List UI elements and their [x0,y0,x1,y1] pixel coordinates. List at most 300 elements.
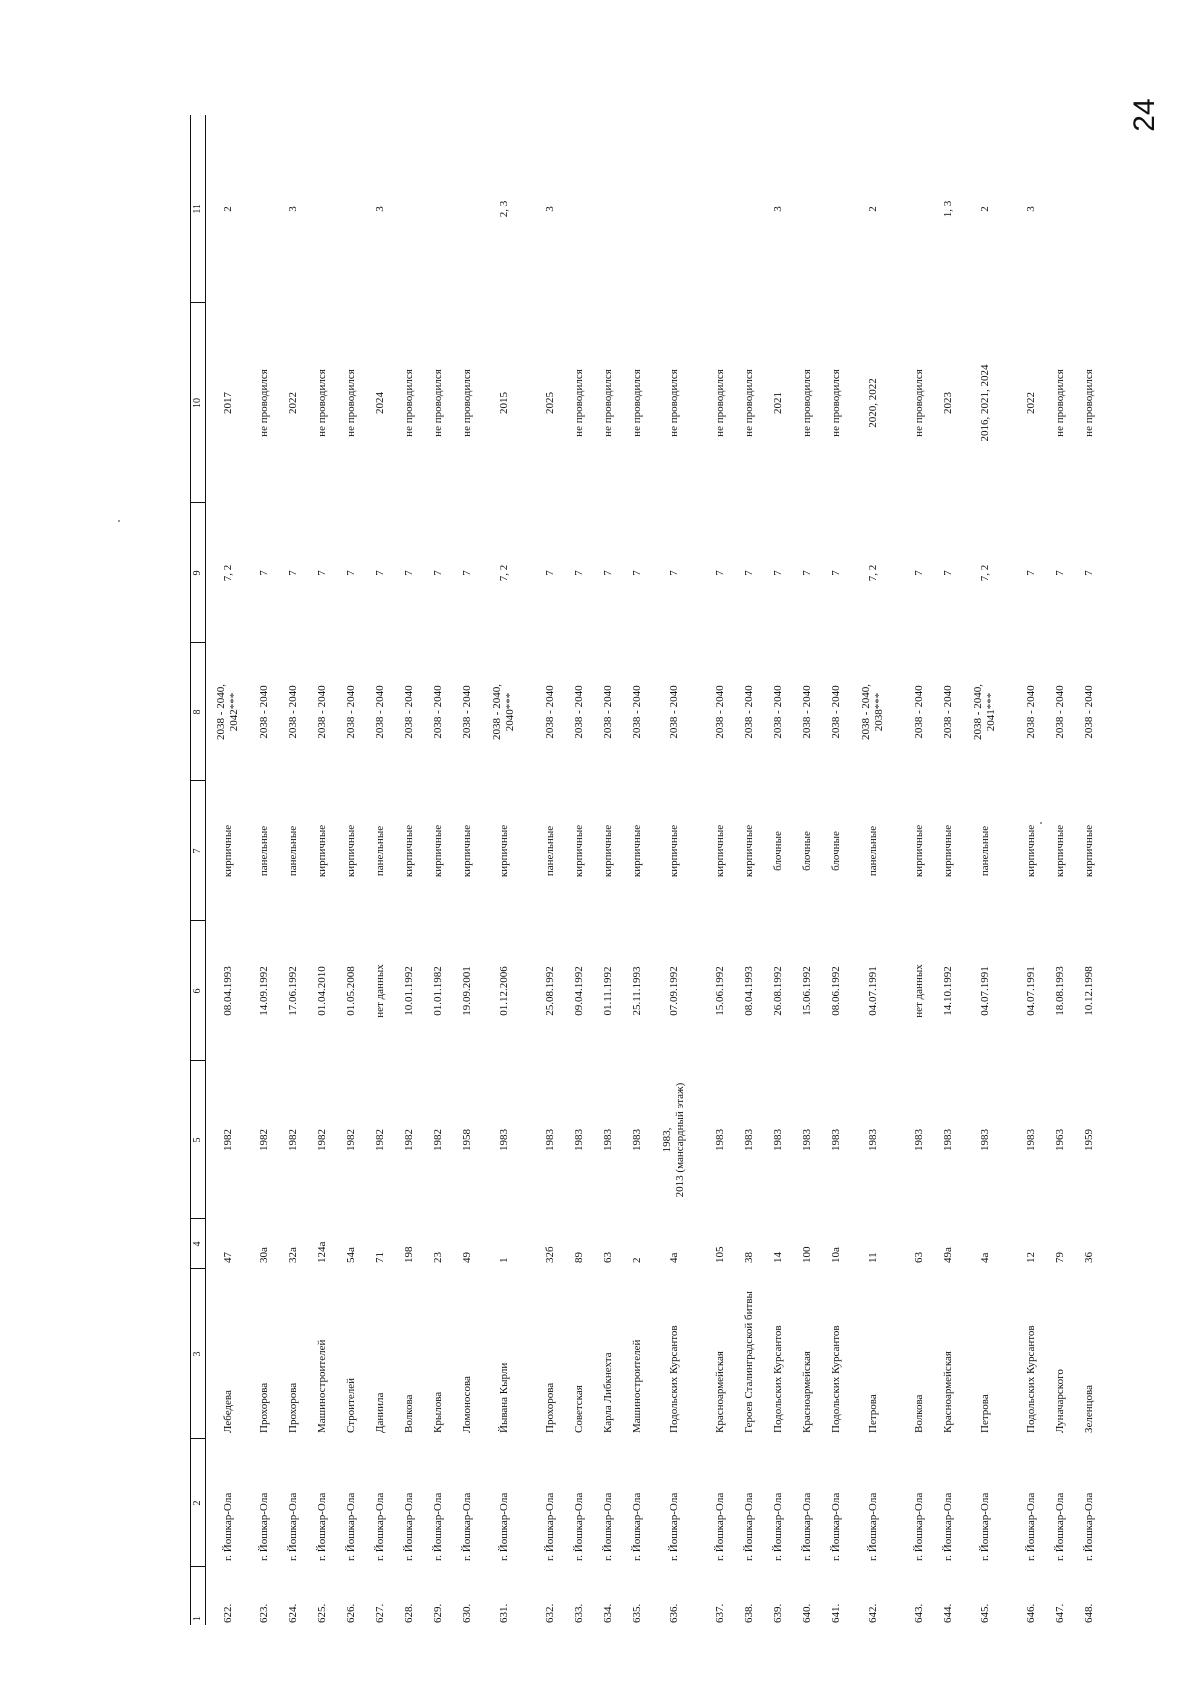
city-cell: г. Йошкар-Ола [631,1492,644,1561]
wall-material-cell: панельные [978,825,991,877]
note-cell [308,115,337,303]
table-row [424,115,453,1625]
table-row [822,115,851,1625]
note-cell [453,115,482,303]
house-number-cell: 23 [432,1252,445,1263]
last-repair-cell: 2022 [287,392,300,414]
note-cell: 3 [544,206,557,212]
build-year-cell: 1959 [1083,1129,1096,1151]
table-row [366,115,395,1625]
house-number-cell: 47 [221,1252,234,1263]
note-cell [905,115,934,303]
build-year-cell: 1982 [258,1129,271,1151]
wall-material-cell: кирпичные [221,824,234,878]
street-cell: Луначарского [1054,1369,1067,1433]
wall-material-cell: панельные [544,825,557,877]
table-body [206,115,1105,1625]
city-cell: г. Йошкар-Ола [667,1492,680,1561]
build-year-cell: 1963 [1054,1129,1067,1151]
wall-material-cell: кирпичные [1025,824,1038,878]
last-repair-cell: не проводился [461,369,474,437]
planned-period-cell: 2038 - 2040 [830,685,843,739]
wall-material-cell: блочные [801,831,814,871]
planned-period-cell: 2038 - 2040, 2041*** [972,684,997,740]
wall-material-cell: кирпичные [432,824,445,878]
note-cell [623,115,652,303]
work-code-cell: 7 [1083,570,1096,576]
last-repair-cell: не проводился [743,369,756,437]
row-number: 641. [830,1603,843,1623]
street-cell: Машиностроителей [631,1339,644,1433]
note-cell [395,115,424,303]
work-code-cell: 7 [316,570,329,576]
row-number: 626. [345,1603,358,1623]
build-year-cell: 1983 [772,1129,785,1151]
column-number-header [191,115,206,1625]
wall-material-cell: панельные [866,825,879,877]
wall-material-cell: кирпичные [316,824,329,878]
note-cell: 3 [1025,206,1038,212]
scan-speck [118,520,120,522]
column-number-2: 2 [191,1439,206,1567]
table-row [963,115,1007,1625]
note-cell: 3 [374,206,387,212]
column-number-1: 1 [191,1567,206,1625]
wall-material-cell: кирпичные [667,824,680,878]
column-number-7: 7 [191,781,206,921]
date-cell: 08.04.1993 [743,966,756,1016]
note-cell: 2 [221,206,234,212]
row-number: 647. [1054,1603,1067,1623]
city-cell: г. Йошкар-Ола [942,1492,955,1561]
work-code-cell: 7 [743,570,756,576]
last-repair-cell: 2021 [772,392,785,414]
date-cell: 09.04.1992 [573,966,586,1016]
column-number-11: 11 [191,115,206,303]
city-cell: г. Йошкар-Ола [316,1492,329,1561]
date-cell: 15.06.1992 [714,966,727,1016]
work-code-cell: 7 [573,570,586,576]
row-number: 623. [258,1603,271,1623]
street-cell: Прохорова [258,1382,271,1433]
planned-period-cell: 2038 - 2040 [667,685,680,739]
work-code-cell: 7 [913,570,926,576]
table-row [482,115,526,1625]
planned-period-cell: 2038 - 2040 [573,685,586,739]
wall-material-cell: кирпичные [1083,824,1096,878]
group-gap [895,115,905,1625]
table-row [395,115,424,1625]
column-number-8: 8 [191,643,206,781]
row-number: 646. [1025,1603,1038,1623]
wall-material-cell: кирпичные [714,824,727,878]
note-cell [250,115,279,303]
city-cell: г. Йошкар-Ола [345,1492,358,1561]
city-cell: г. Йошкар-Ола [743,1492,756,1561]
row-number: 643. [913,1603,926,1623]
work-code-cell: 7 [1025,570,1038,576]
house-number-cell: 63 [913,1252,926,1263]
planned-period-cell: 2038 - 2040 [374,685,387,739]
date-cell: 01.04.2010 [316,966,329,1016]
house-number-cell: 71 [374,1252,387,1263]
planned-period-cell: 2038 - 2040 [461,685,474,739]
date-cell: 08.04.1993 [221,966,234,1016]
work-code-cell: 7 [258,570,271,576]
table-row [851,115,895,1625]
house-number-cell: 36 [1083,1252,1096,1263]
build-year-cell: 1983 [497,1129,510,1151]
planned-period-cell: 2038 - 2040 [316,685,329,739]
last-repair-cell: не проводился [602,369,615,437]
last-repair-cell: не проводился [345,369,358,437]
house-number-cell: 89 [573,1252,586,1263]
city-cell: г. Йошкар-Ола [497,1492,510,1561]
street-cell: Подольских Курсантов [830,1325,843,1433]
street-cell: Волкова [913,1394,926,1433]
build-year-cell: 1982 [403,1129,416,1151]
date-cell: 17.06.1992 [287,966,300,1016]
group-gap [696,115,706,1625]
house-number-cell: 49а [942,1247,955,1263]
table-row [706,115,735,1625]
build-year-cell: 1982 [374,1129,387,1151]
note-cell: 1, 3 [942,200,955,218]
build-year-cell: 1983 [544,1129,557,1151]
date-cell: 01.12.2006 [497,966,510,1016]
city-cell: г. Йошкар-Ола [866,1492,879,1561]
street-cell: Прохорова [287,1382,300,1433]
city-cell: г. Йошкар-Ола [1054,1492,1067,1561]
planned-period-cell: 2038 - 2040 [602,685,615,739]
build-year-cell: 1983 [978,1129,991,1151]
city-cell: г. Йошкар-Ола [221,1492,234,1561]
note-cell [594,115,623,303]
table-row [337,115,366,1625]
build-year-cell: 1982 [316,1129,329,1151]
wall-material-cell: панельные [258,825,271,877]
street-cell: Даниила [374,1392,387,1433]
date-cell: 07.09.1992 [667,966,680,1016]
build-year-cell: 1983 [866,1129,879,1151]
build-year-cell: 1983 [743,1129,756,1151]
work-code-cell: 7 [631,570,644,576]
last-repair-cell: не проводился [830,369,843,437]
date-cell: 04.07.1991 [978,966,991,1016]
wall-material-cell: кирпичные [743,824,756,878]
note-cell [1046,115,1075,303]
last-repair-cell: 2023 [942,392,955,414]
city-cell: г. Йошкар-Ола [432,1492,445,1561]
street-cell: Зеленцова [1083,1385,1096,1433]
city-cell: г. Йошкар-Ола [602,1492,615,1561]
build-year-cell: 1983 [1025,1129,1038,1151]
street-cell: Подольских Курсантов [772,1325,785,1433]
table-row [623,115,652,1625]
planned-period-cell: 2038 - 2040 [1083,685,1096,739]
build-year-cell: 1983 [714,1129,727,1151]
date-cell: 18.08.1993 [1054,966,1067,1016]
house-number-cell: 2 [631,1257,644,1263]
last-repair-cell: не проводился [1054,369,1067,437]
table-row [905,115,934,1625]
house-number-cell: 10а [830,1247,843,1263]
table-row [250,115,279,1625]
row-number: 644. [942,1603,955,1623]
last-repair-cell: 2025 [544,392,557,414]
house-number-cell: 79 [1054,1252,1067,1263]
wall-material-cell: кирпичные [345,824,358,878]
wall-material-cell: кирпичные [1054,824,1067,878]
column-number-5: 5 [191,1061,206,1219]
table-row [1046,115,1075,1625]
column-number-6: 6 [191,921,206,1061]
build-year-cell: 1983 [913,1129,926,1151]
house-number-cell: 63 [602,1252,615,1263]
last-repair-cell: 2020, 2022 [866,378,879,428]
build-year-cell: 1983, 2013 (мансардный этаж) [661,1082,686,1198]
house-number-cell: 198 [403,1246,416,1263]
date-cell: 14.09.1992 [258,966,271,1016]
last-repair-cell: 2015 [497,392,510,414]
last-repair-cell: не проводился [1083,369,1096,437]
street-cell: Ломоносова [461,1376,474,1433]
street-cell: Крылова [432,1391,445,1433]
note-cell [706,115,735,303]
work-code-cell: 7 [461,570,474,576]
table-row [1017,115,1046,1625]
last-repair-cell: не проводился [801,369,814,437]
row-number: 642. [866,1603,879,1623]
street-cell: Героев Сталинградской битвы [743,1291,756,1433]
column-number-9: 9 [191,503,206,643]
row-number: 633. [573,1603,586,1623]
note-cell [652,115,696,303]
planned-period-cell: 2038 - 2040 [743,685,756,739]
house-number-cell: 38 [743,1252,756,1263]
table-row [206,115,251,1625]
street-cell: Петрова [866,1394,879,1433]
planned-period-cell: 2038 - 2040 [913,685,926,739]
date-cell: 10.12.1998 [1083,966,1096,1016]
planned-period-cell: 2038 - 2040 [801,685,814,739]
street-cell: Строителей [345,1378,358,1433]
last-repair-cell: не проводился [714,369,727,437]
table-row [934,115,963,1625]
wall-material-cell: кирпичные [461,824,474,878]
date-cell: 10.01.1992 [403,966,416,1016]
date-cell: 15.06.1992 [801,966,814,1016]
house-number-cell: 30а [258,1247,271,1263]
street-cell: Лебедева [221,1390,234,1433]
build-year-cell: 1982 [345,1129,358,1151]
planned-period-cell: 2038 - 2040 [544,685,557,739]
date-cell: 25.11.1993 [631,966,644,1016]
build-year-cell: 1983 [830,1129,843,1151]
street-cell: Прохорова [544,1382,557,1433]
note-cell [793,115,822,303]
house-number-cell: 49 [461,1252,474,1263]
row-number: 638. [743,1603,756,1623]
city-cell: г. Йошкар-Ола [801,1492,814,1561]
build-year-cell: 1983 [573,1129,586,1151]
date-cell: 04.07.1991 [866,966,879,1016]
row-number: 640. [801,1603,814,1623]
table-row [536,115,565,1625]
city-cell: г. Йошкар-Ола [714,1492,727,1561]
date-cell: 26.08.1992 [772,966,785,1016]
build-year-cell: 1983 [602,1129,615,1151]
city-cell: г. Йошкар-Ола [1083,1492,1096,1561]
wall-material-cell: кирпичные [573,824,586,878]
page-number: 24 [1128,98,1161,132]
row-number: 635. [631,1603,644,1623]
work-code-cell: 7 [544,570,557,576]
planned-period-cell: 2038 - 2040 [772,685,785,739]
date-cell: 14.10.1992 [942,966,955,1016]
city-cell: г. Йошкар-Ола [573,1492,586,1561]
last-repair-cell: не проводился [913,369,926,437]
wall-material-cell: панельные [287,825,300,877]
last-repair-cell: 2016, 2021, 2024 [978,364,991,442]
table-row [565,115,594,1625]
wall-material-cell: кирпичные [942,824,955,878]
planned-period-cell: 2038 - 2040, 2042*** [215,684,240,740]
work-code-cell: 7 [830,570,843,576]
build-year-cell: 1983 [631,1129,644,1151]
city-cell: г. Йошкар-Ола [772,1492,785,1561]
note-cell: 3 [772,206,785,212]
planned-period-cell: 2038 - 2040 [432,685,445,739]
house-number-cell: 4а [978,1252,991,1263]
work-code-cell: 7 [1054,570,1067,576]
table-row [594,115,623,1625]
note-cell [822,115,851,303]
row-number: 629. [432,1603,445,1623]
street-cell: Подольских Курсантов [1025,1325,1038,1433]
note-cell: 3 [287,206,300,212]
date-cell: 08.06.1992 [830,966,843,1016]
row-number: 624. [287,1603,300,1623]
date-cell: нет данных [913,964,926,1018]
house-number-cell: 54а [345,1247,358,1263]
housing-register-table [190,115,1104,1625]
column-number-4: 4 [191,1219,206,1269]
house-number-cell: 100 [801,1246,814,1263]
house-number-cell: 105 [714,1246,727,1263]
last-repair-cell: не проводился [432,369,445,437]
last-repair-cell: не проводился [573,369,586,437]
table-row [279,115,308,1625]
table-row [764,115,793,1625]
house-number-cell: 12 [1025,1252,1038,1263]
wall-material-cell: блочные [830,831,843,871]
row-number: 628. [403,1603,416,1623]
last-repair-cell: не проводился [667,369,680,437]
city-cell: г. Йошкар-Ола [978,1492,991,1561]
table-row [1075,115,1104,1625]
street-cell: Йывана Кырли [497,1362,510,1433]
city-cell: г. Йошкар-Ола [913,1492,926,1561]
row-number: 636. [667,1603,680,1623]
work-code-cell: 7 [667,570,680,576]
date-cell: 01.05.2008 [345,966,358,1016]
planned-period-cell: 2038 - 2040 [1025,685,1038,739]
work-code-cell: 7 [714,570,727,576]
note-cell: 2 [978,206,991,212]
build-year-cell: 1982 [432,1129,445,1151]
row-number: 630. [461,1603,474,1623]
last-repair-cell: не проводился [403,369,416,437]
date-cell: 01.01.1982 [432,966,445,1016]
row-number: 648. [1083,1603,1096,1623]
planned-period-cell: 2038 - 2040 [403,685,416,739]
row-number: 639. [772,1603,785,1623]
wall-material-cell: кирпичные [403,824,416,878]
city-cell: г. Йошкар-Ола [374,1492,387,1561]
column-number-3: 3 [191,1269,206,1439]
planned-period-cell: 2038 - 2040 [287,685,300,739]
last-repair-cell: 2022 [1025,392,1038,414]
last-repair-cell: не проводился [631,369,644,437]
city-cell: г. Йошкар-Ола [461,1492,474,1561]
note-cell: 2, 3 [497,200,510,218]
date-cell: 04.07.1991 [1025,966,1038,1016]
work-code-cell: 7 [942,570,955,576]
work-code-cell: 7, 2 [497,564,510,582]
last-repair-cell: не проводился [258,369,271,437]
note-cell [424,115,453,303]
city-cell: г. Йошкар-Ола [1025,1492,1038,1561]
work-code-cell: 7, 2 [866,564,879,582]
date-cell: 25.08.1992 [544,966,557,1016]
work-code-cell: 7, 2 [221,564,234,582]
last-repair-cell: не проводился [316,369,329,437]
build-year-cell: 1982 [221,1129,234,1151]
street-cell: Петрова [978,1394,991,1433]
work-code-cell: 7 [403,570,416,576]
row-number: 625. [316,1603,329,1623]
planned-period-cell: 2038 - 2040 [714,685,727,739]
row-number: 634. [602,1603,615,1623]
build-year-cell: 1982 [287,1129,300,1151]
planned-period-cell: 2038 - 2040 [258,685,271,739]
work-code-cell: 7 [772,570,785,576]
work-code-cell: 7 [602,570,615,576]
wall-material-cell: кирпичные [497,824,510,878]
city-cell: г. Йошкар-Ола [287,1492,300,1561]
planned-period-cell: 2038 - 2040 [345,685,358,739]
house-number-cell: 124а [316,1241,329,1263]
street-cell: Машиностроителей [316,1339,329,1433]
note-cell: 2 [866,206,879,212]
planned-period-cell: 2038 - 2040, 2040*** [491,684,516,740]
street-cell: Карла Либкнехта [602,1352,615,1433]
city-cell: г. Йошкар-Ола [258,1492,271,1561]
build-year-cell: 1983 [942,1129,955,1151]
last-repair-cell: 2017 [221,392,234,414]
group-gap [1007,115,1017,1625]
date-cell: 01.11.1992 [602,966,615,1016]
street-cell: Волкова [403,1394,416,1433]
work-code-cell: 7 [345,570,358,576]
city-cell: г. Йошкар-Ола [830,1492,843,1561]
city-cell: г. Йошкар-Ола [544,1492,557,1561]
planned-period-cell: 2038 - 2040 [942,685,955,739]
table-row [793,115,822,1625]
wall-material-cell: кирпичные [631,824,644,878]
wall-material-cell: кирпичные [602,824,615,878]
